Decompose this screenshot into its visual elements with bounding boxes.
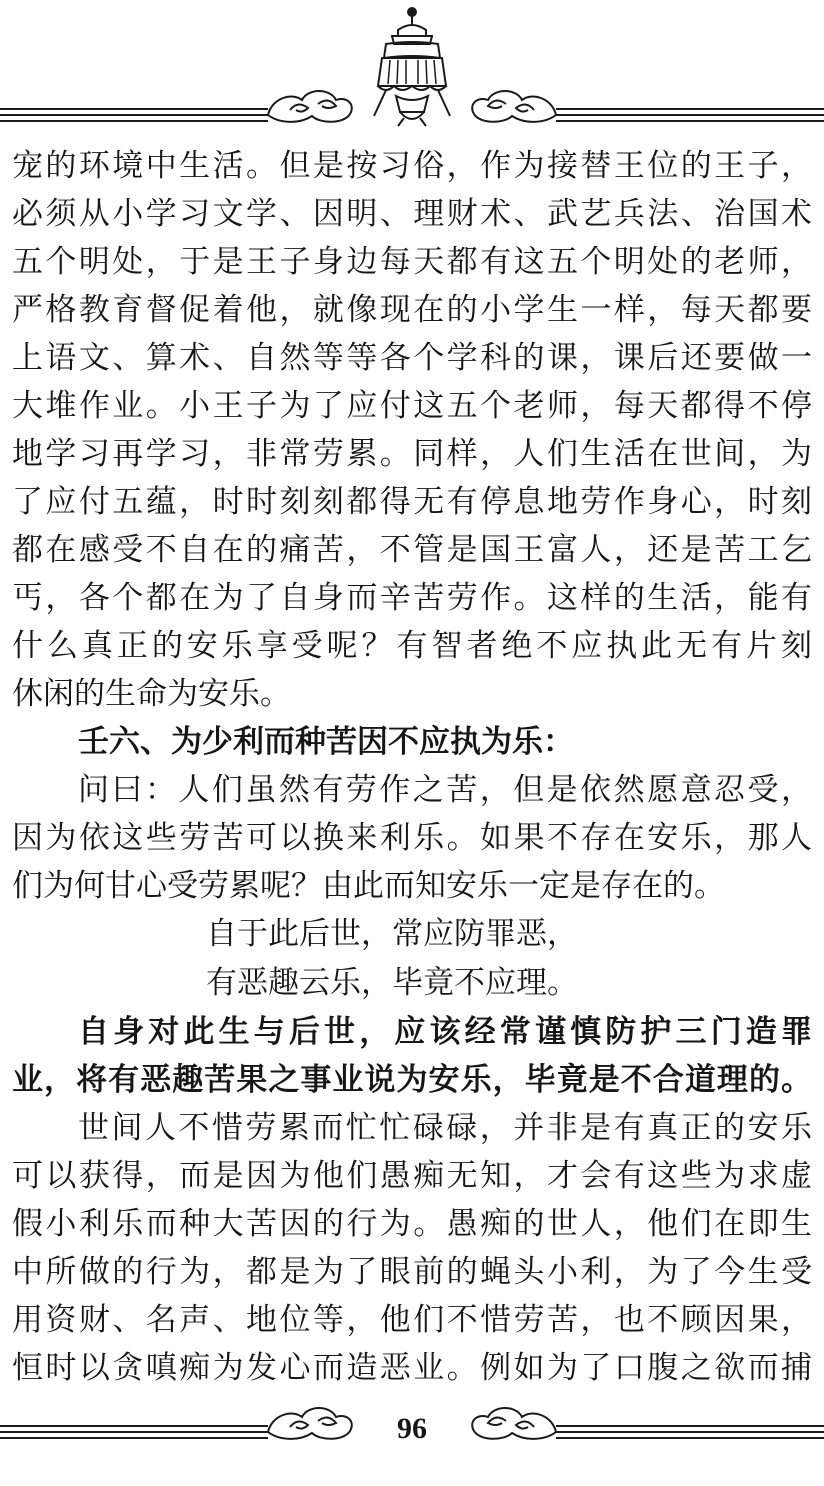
paragraph-line: 丐，各个都在为了自身而辛苦劳作。这样的生活，能有 (12, 580, 812, 616)
header-ornament (0, 0, 824, 140)
paragraph-line: 恒时以贪嗔痴为发心而造恶业。例如为了口腹之欲而捕 (12, 1350, 812, 1386)
paragraph-line: 宠的环境中生活。但是按习俗，作为接替王位的王子， (12, 148, 812, 184)
question-line: 们为何甘心受劳累呢？由此而知安乐一定是存在的。 (12, 868, 725, 904)
verse-line: 自于此后世，常应防罪恶， (206, 916, 578, 952)
paragraph-line: 世间人不惜劳累而忙忙碌碌，并非是有真正的安乐 (78, 1110, 812, 1146)
paragraph-line: 休闲的生命为安乐。 (12, 676, 291, 712)
question-line: 问曰：人们虽然有劳作之苦，但是依然愿意忍受， (78, 772, 812, 808)
paragraph-line: 假小利乐而种大苦因的行为。愚痴的世人，他们在即生 (12, 1206, 812, 1242)
verse-line: 有恶趣云乐，毕竟不应理。 (206, 965, 578, 1001)
cloud-scroll-icon (268, 91, 352, 122)
section-heading: 壬六、为少利而种苦因不应执为乐： (78, 724, 574, 760)
cloud-scroll-icon (472, 91, 556, 122)
page-number: 96 (397, 1412, 427, 1445)
paragraph-line: 中所做的行为，都是为了眼前的蝇头小利，为了今生受 (12, 1254, 812, 1290)
paragraph-line: 都在感受不自在的痛苦，不管是国王富人，还是苦工乞 (12, 532, 812, 568)
paragraph-line: 大堆作业。小王子为了应付这五个老师，每天都得不停 (12, 388, 812, 424)
paragraph-line: 可以获得，而是因为他们愚痴无知，才会有这些为求虚 (12, 1158, 812, 1194)
paragraph-line: 严格教育督促着他，就像现在的小学生一样，每天都要 (12, 292, 812, 328)
question-line: 因为依这些劳苦可以换来利乐。如果不存在安乐，那人 (12, 820, 812, 856)
commentary-line: 自身对此生与后世，应该经常谨慎防护三门造罪 (78, 1014, 812, 1050)
victory-banner-icon (374, 8, 450, 126)
page-body (12, 142, 812, 1392)
paragraph-line: 地学习再学习，非常劳累。同样，人们生活在世间，为 (12, 436, 812, 472)
paragraph-line: 必须从小学习文学、因明、理财术、武艺兵法、治国术 (12, 196, 812, 232)
paragraph-line: 上语文、算术、自然等等各个学科的课，课后还要做一 (12, 340, 812, 376)
paragraph-line: 五个明处，于是王子身边每天都有这五个明处的老师， (12, 244, 812, 280)
paragraph-line: 用资财、名声、地位等，他们不惜劳苦，也不顾因果， (12, 1302, 812, 1338)
paragraph-line: 了应付五蕴，时时刻刻都得无有停息地劳作身心，时刻 (12, 484, 812, 520)
paragraph-line: 什么真正的安乐享受呢？有智者绝不应执此无有片刻 (12, 628, 812, 664)
commentary-line: 业，将有恶趣苦果之事业说为安乐，毕竟是不合道理的。 (12, 1062, 812, 1098)
